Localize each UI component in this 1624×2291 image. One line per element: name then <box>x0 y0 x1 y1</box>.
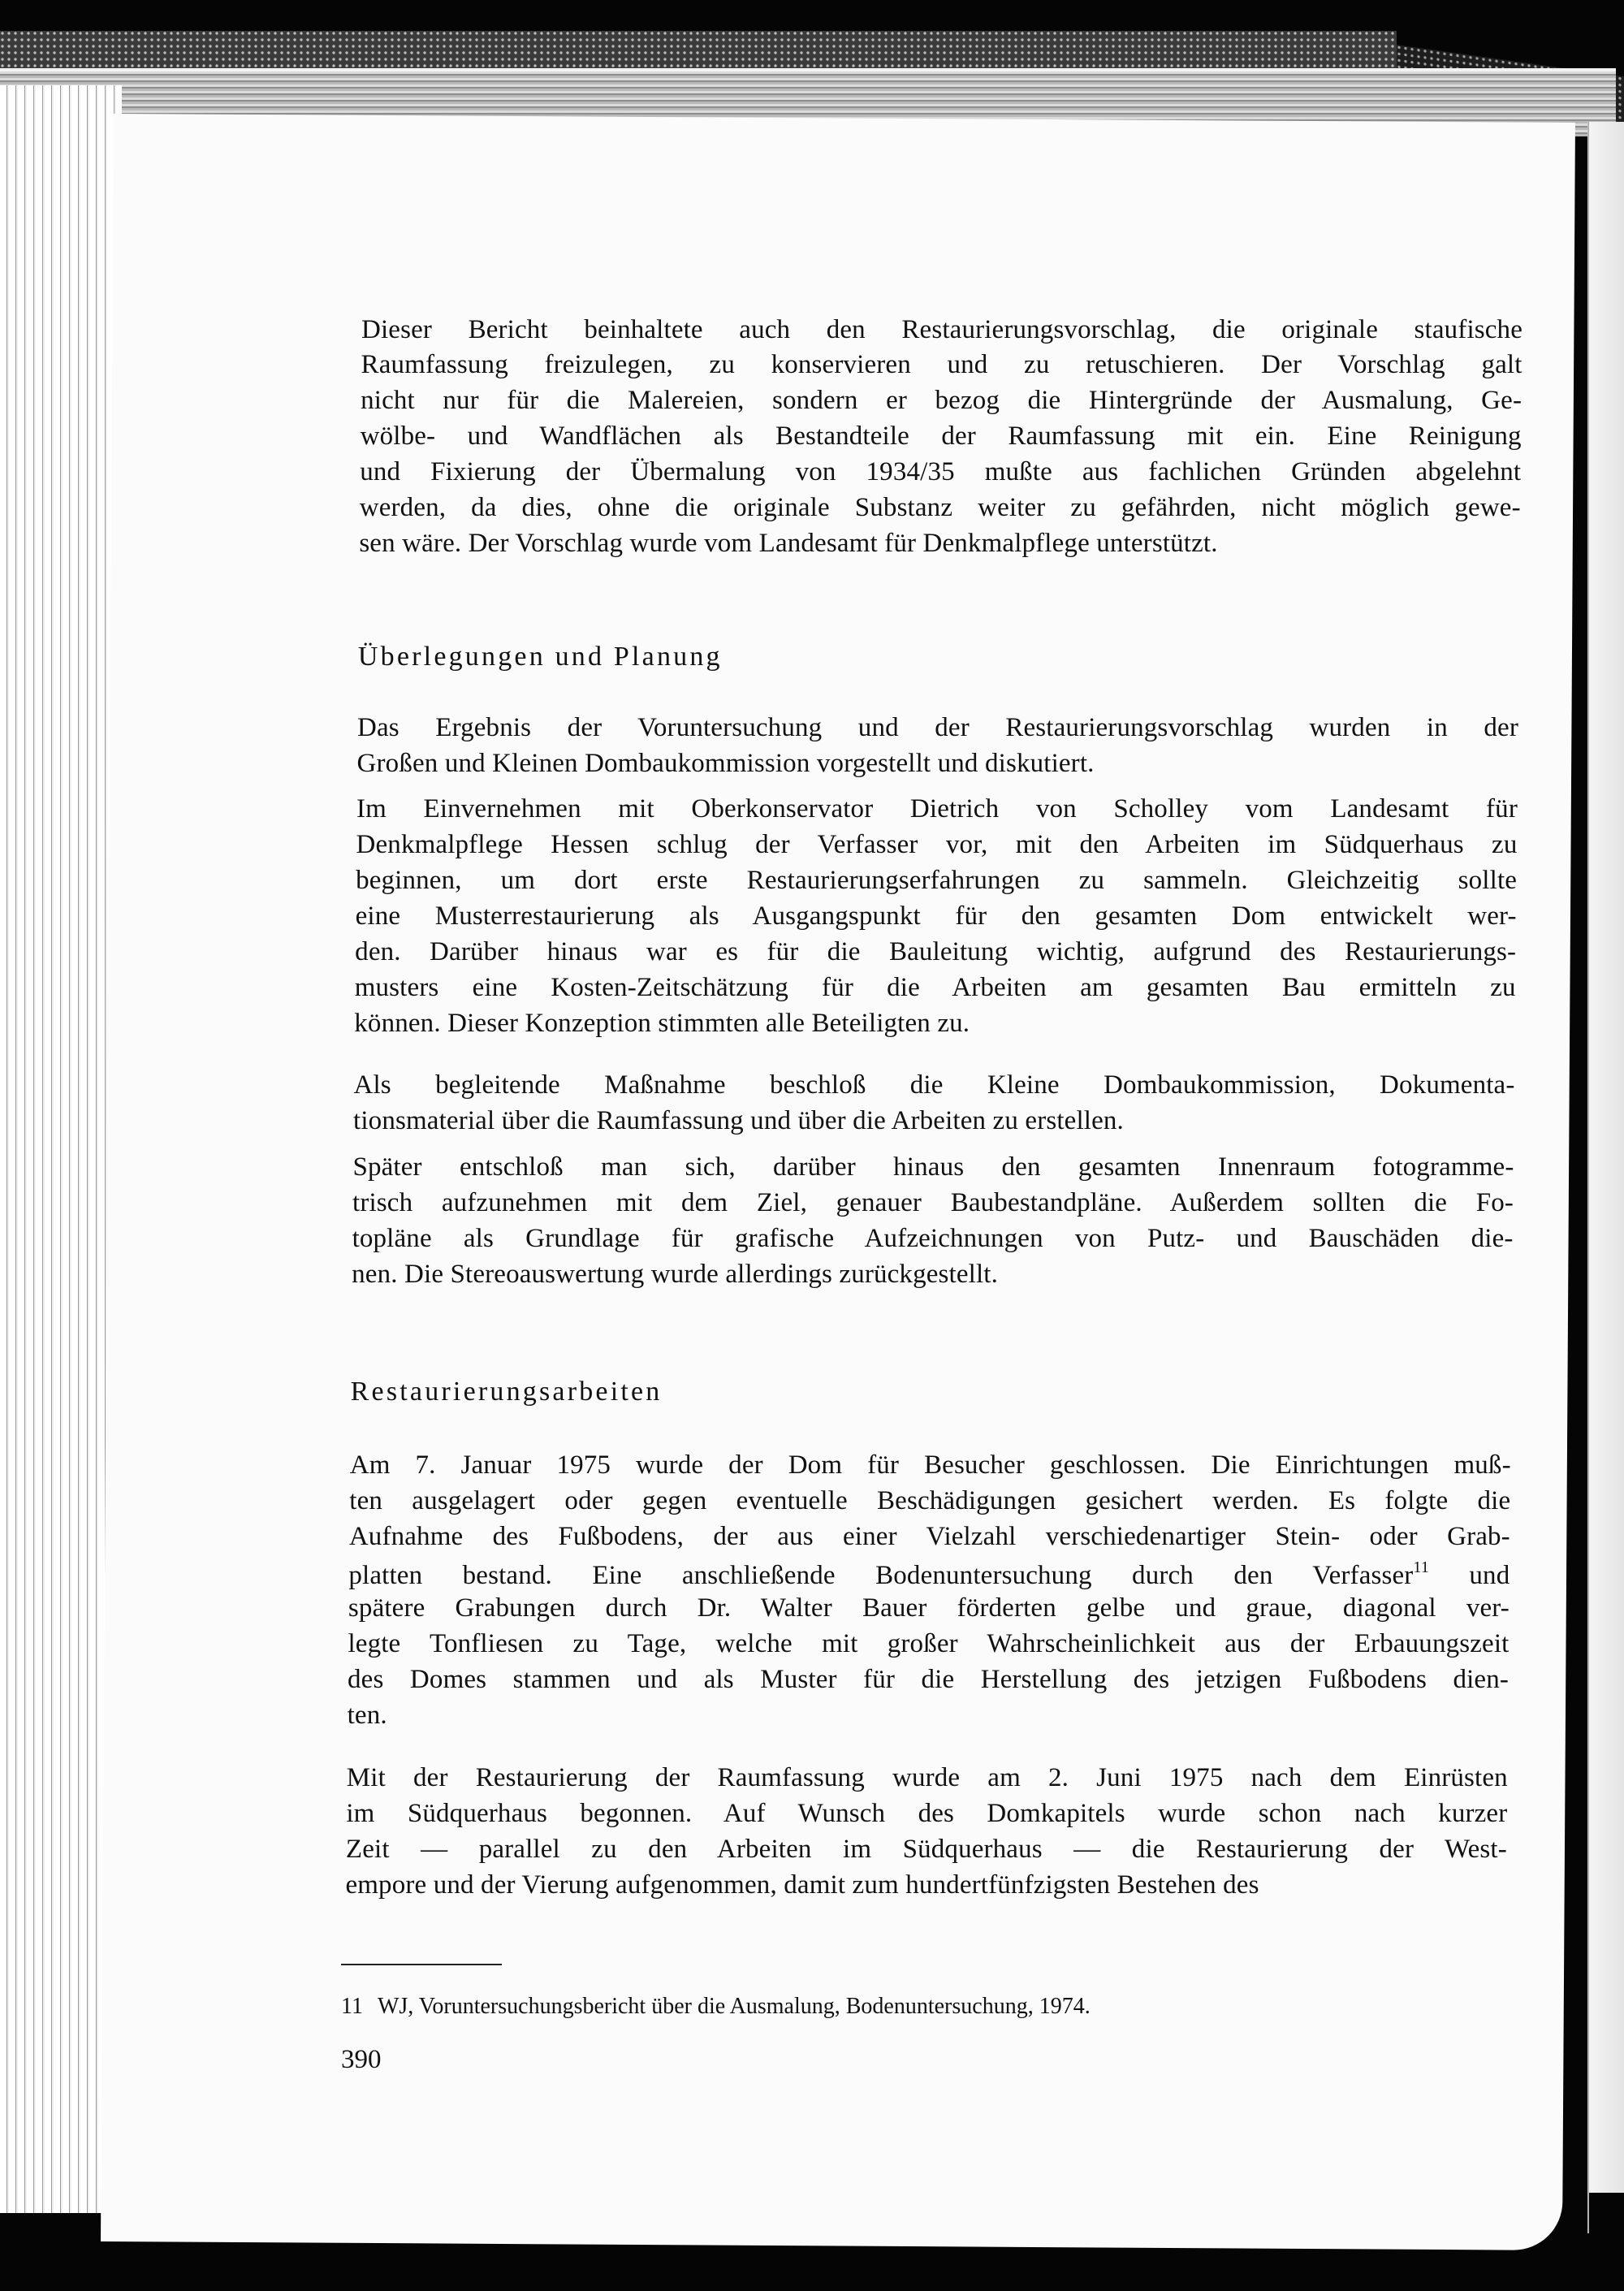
text-line: nicht nur für die Malereien, sondern er bezog die Hintergründe der Ausmalung, Ge- <box>361 386 1522 415</box>
text-line: Zeit — parallel zu den Arbeiten im Südquerhaus — die Restaurierung der West- <box>345 1835 1507 1864</box>
text-line: Mit der Restaurierung der Raumfassung wurde am 2. Juni 1975 nach dem Einrüsten <box>346 1763 1508 1792</box>
text-line: ten. <box>347 1701 387 1730</box>
text-line: Aufnahme des Fußbodens, der aus einer Vielzahl verschiedenartiger Stein- oder Grab- <box>348 1522 1510 1551</box>
footnote <box>341 1994 1091 2020</box>
text-line-tail: und <box>1428 1561 1510 1590</box>
facing-page-edge <box>1589 122 1624 2193</box>
section-heading: Restaurierungsarbeiten <box>350 1377 663 1407</box>
text-line: beginnen, um dort erste Restaurierungserfahrungen zu sammeln. Gleichzeitig sollte <box>356 866 1518 895</box>
gutter <box>1587 122 1589 2233</box>
footnote-text: WJ, Voruntersuchungsbericht über die Ausmalung, Bodenuntersuchung, 1974. <box>377 1994 1091 2019</box>
text-line: Im Einvernehmen mit Oberkonservator Dietrich von Scholley vom Landesamt für <box>356 794 1518 823</box>
text-line: können. Dieser Konzeption stimmten alle Beteiligten zu. <box>354 1009 970 1038</box>
text-line: Später entschloß man sich, darüber hinaus den gesamten Innenraum fotogramme- <box>352 1152 1514 1182</box>
text-line: Raumfassung freizulegen, zu konservieren und zu retuschieren. Der Vorschlag galt <box>361 350 1522 379</box>
text-line: Das Ergebnis der Voruntersuchung und der Restaurierungsvorschlag wurden in der <box>356 713 1518 742</box>
page-number: 390 <box>341 2045 382 2074</box>
text-line: im Südquerhaus begonnen. Auf Wunsch des Domkapitels wurde schon nach kurzer <box>346 1799 1508 1828</box>
text-line <box>348 1559 1510 1589</box>
text-line: ten ausgelagert oder gegen eventuelle Beschädigungen gesichert werden. Es folgte die <box>349 1486 1511 1515</box>
footnote-number: 11 <box>341 1994 363 2019</box>
text-line: Am 7. Januar 1975 wurde der Dom für Besucher geschlossen. Die Einrichtungen muß- <box>349 1450 1511 1480</box>
text-line: den. Darüber hinaus war es für die Bauleitung wichtig, aufgrund des Restaurierungs- <box>355 937 1517 966</box>
text-line: topläne als Grundlage für grafische Aufzeichnungen von Putz- und Bauschäden die- <box>352 1224 1514 1253</box>
text-line: empore und der Vierung aufgenommen, damit zum hundertfünfzigsten Bestehen des <box>345 1870 1259 1900</box>
text-line: musters eine Kosten-Zeitschätzung für die Arbeiten am gesamten Bau ermitteln zu <box>354 973 1516 1002</box>
text-line: trisch aufzunehmen mit dem Ziel, genauer Baubestandpläne. Außerdem sollten die Fo- <box>352 1188 1514 1217</box>
text-line: und Fixierung der Übermalung von 1934/35 mußte aus fachlichen Gründen abgelehnt <box>360 457 1522 486</box>
text-line: werden, da dies, ohne die originale Substanz weiter zu gefährden, nicht möglich gewe- <box>359 493 1521 522</box>
text-line: spätere Grabungen durch Dr. Walter Bauer förderten gelbe und graue, diagonal ver- <box>348 1593 1510 1623</box>
text-line: nen. Die Stereoauswertung wurde allerdings zurückgestellt. <box>352 1260 998 1289</box>
section-heading: Überlegungen und Planung <box>357 642 723 672</box>
text-line-body: platten bestand. Eine anschließende Bodenuntersuchung durch den Verfasser <box>348 1561 1414 1590</box>
text-line: eine Musterrestaurierung als Ausgangspunkt für den gesamten Dom entwickelt wer- <box>355 901 1517 931</box>
text-line: Großen und Kleinen Dombaukommission vorgestellt und diskutiert. <box>356 749 1095 778</box>
text-line: Denkmalpflege Hessen schlug der Verfasser vor, mit den Arbeiten im Südquerhaus zu <box>356 830 1518 859</box>
text-line: sen wäre. Der Vorschlag wurde vom Landesamt für Denkmalpflege unterstützt. <box>359 529 1218 558</box>
text-line: wölbe- und Wandflächen als Bestandteile der Raumfassung mit ein. Eine Reinigung <box>360 421 1522 451</box>
book-cover-cloth <box>0 31 1397 70</box>
text-line: tionsmaterial über die Raumfassung und über die Arbeiten zu erstellen. <box>353 1106 1124 1135</box>
text-line: des Domes stammen und als Muster für die Herstellung des jetzigen Fußbodens dien- <box>348 1665 1510 1694</box>
text-line: Als begleitende Maßnahme beschloß die Kleine Dombaukommission, Dokumenta- <box>353 1070 1515 1100</box>
footnote-rule <box>341 1964 502 1965</box>
text-line: Dieser Bericht beinhaltete auch den Restaurierungsvorschlag, die originale staufische <box>361 315 1522 344</box>
text-line: legte Tonfliesen zu Tage, welche mit großer Wahrscheinlichkeit aus der Erbauungszeit <box>348 1629 1510 1658</box>
footnote-reference[interactable]: 11 <box>1413 1558 1429 1576</box>
